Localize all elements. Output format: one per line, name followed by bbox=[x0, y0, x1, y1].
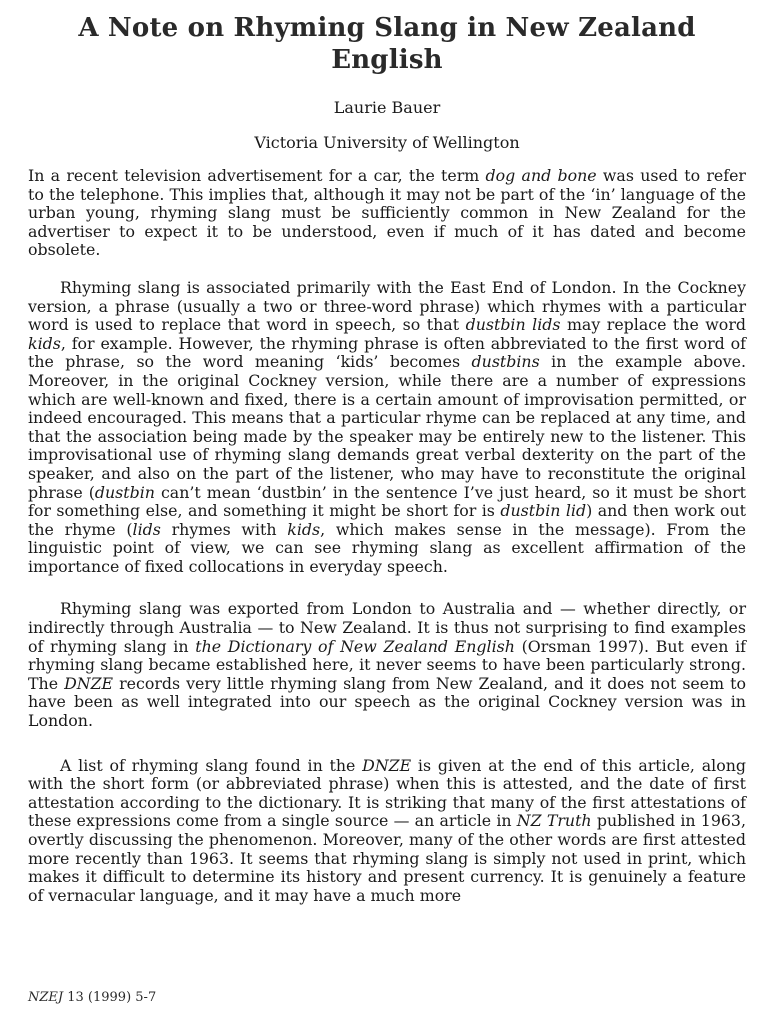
article-page bbox=[28, 12, 746, 905]
page-footer-citation: NZEJ 13 (1999) 5-7 bbox=[28, 990, 157, 1005]
article-title: A Note on Rhyming Slang in New Zealand English bbox=[78, 13, 696, 75]
author-affiliation: Victoria University of Wellington bbox=[254, 133, 520, 152]
paragraph-2: Rhyming slang is associated primarily with the East End of London. In the Cockney version, a phrase (usually a two or three-word phrase) which rhymes with a particular word is used to replace that word in speech, so that dustbin lids may replace the word kids, for example. However, the rhyming phrase is often abbreviated to the first word of the phrase, so the word meaning ‘kids’ becomes dustbins in the example above. Moreover, in the original Cockney version, while there are a number of expressions which are well-known and fixed, there is a certain amount of improvisation permitted, or indeed encouraged. This means that a particular rhyme can be replaced at any time, and that the association being made by the speaker may be entirely new to the listener. This improvisational use of rhyming slang demands great verbal dexterity on the part of the speaker, and also on the part of the listener, who may have to reconstitute the original phrase (dustbin can’t mean ‘dustbin’ in the sentence I’ve just heard, so it must be short for something else, and something it might be short for is dustbin lid) and then work out the rhyme (lids rhymes with kids, which makes sense in the message). From the linguistic point of view, we can see rhyming slang as excellent affirmation of the importance of fixed collocations in everyday speech. bbox=[28, 277, 746, 576]
paragraph-4: A list of rhyming slang found in the DNZE is given at the end of this article, along with the short form (or abbreviated phrase) when this is attested, and the date of first attestation according to the dictionary. It is striking that many of the first attestations of these expressions come from a single source — an article in NZ Truth published in 1963, overtly discussing the phenomenon. Moreover, many of the other words are first attested more recently than 1963. It seems that rhyming slang is simply not used in print, which makes it difficult to determine its history and present currency. It is genuinely a feature of vernacular language, and it may have a much more bbox=[28, 755, 746, 905]
paragraph-1: In a recent television advertisement for a car, the term dog and bone was used to refer to the telephone. This implies that, although it may not be part of the ‘in’ language of the urban young, rhyming slang must be sufficiently common in New Zealand for the advertiser to expect it to be understood, even if much of it has dated and become obsolete. bbox=[28, 166, 746, 260]
article-body bbox=[28, 167, 746, 905]
paragraph-3: Rhyming slang was exported from London to Australia and — whether directly, or indirectly through Australia — to New Zealand. It is thus not surprising to find examples of rhyming slang in the Dictionary of New Zealand English (Orsman 1997). But even if rhyming slang became established here, it never seems to have been particularly strong. The DNZE records very little rhyming slang from New Zealand, and it does not seem to have been as well integrated into our speech as the original Cockney version was in London. bbox=[28, 599, 746, 731]
author-name: Laurie Bauer bbox=[333, 98, 441, 117]
